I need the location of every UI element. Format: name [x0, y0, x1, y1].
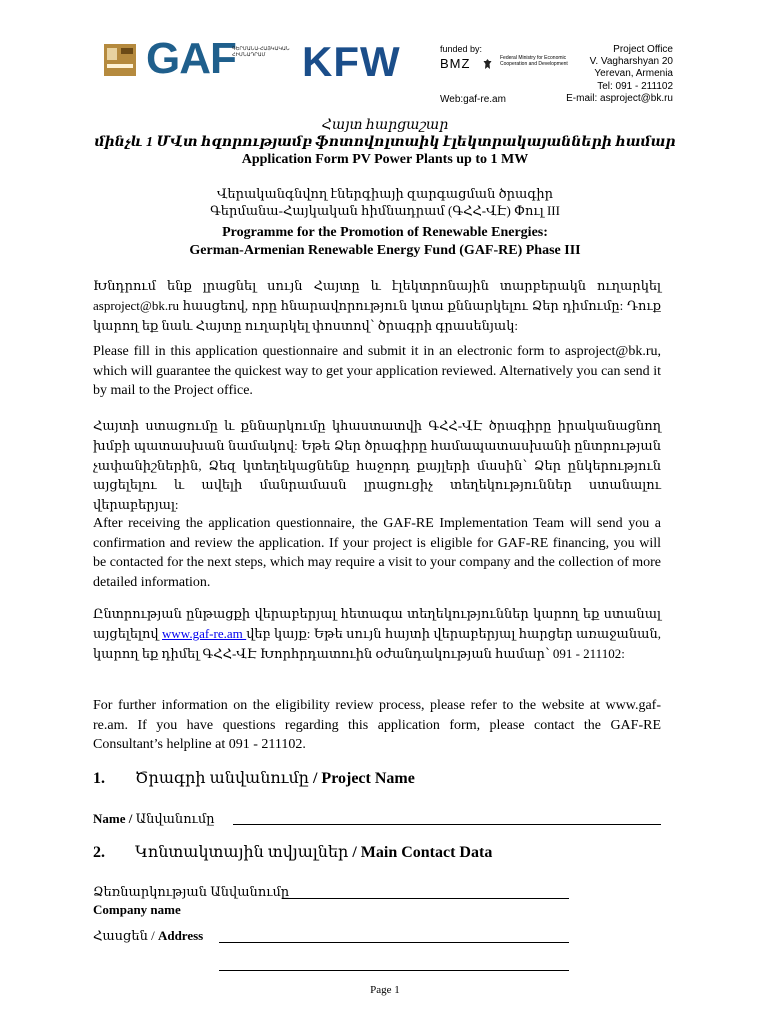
programme-arm-line1: Վերականգնվող էներգիայի զարգացման ծրագիր	[216, 186, 553, 201]
company-name-arm-label: Ձեռնարկության Անվանումը	[93, 884, 290, 899]
bmz-subtext: Federal Ministry for Economic Cooperation and Development	[500, 55, 568, 67]
address-field-line-2[interactable]	[219, 970, 569, 971]
kfw-logo: KFW	[302, 38, 401, 85]
address-field-line-1[interactable]	[219, 942, 569, 943]
info-paragraph-en: For further information on the eligibility review process, please refer to the website at www.gaf-re.am. If you have questions regarding this application form, please contact the GAF-RE Consultant’s helpline at 091 - 211102.	[93, 698, 661, 752]
website-link[interactable]: www.gaf-re.am	[162, 625, 247, 641]
gaf-logo: GAF	[146, 34, 236, 83]
programme-en-line1: Programme for the Promotion of Renewable Energies:	[222, 225, 548, 240]
title-arm-line2: մինչև 1 ՄՎտ հզորությամբ ֆոտովոլտաիկ էլեկտրակայանների համար	[94, 135, 676, 150]
contact-email[interactable]: E-mail: asproject@bk.ru	[566, 92, 673, 104]
gaf-logo-subtext: ԳԵՐՄԱՆԱ-ՀԱՅԿԱԿԱՆ ՀԻՄՆԱԴՐԱՄ	[232, 46, 290, 58]
review-paragraph-arm: Հայտի ստացումը և քննարկումը կհաստատվի ԳՀՀ-ՎԷ ծրագիրը իրականացնող խմբի պատասխան նամակով: Եթե Ձեր ծրագիրը համապատասխանի ընտրության չափանիշներին, Ձեզ կտեղեկացնենք հաջորդ քայլերի մասին՝ Ձեր ընկերություն այցելելու և ավելի մանրամասն լրացուցիչ տեղեկություններ ստանալու վերաբերյալ:	[93, 418, 661, 513]
name-field-label: Name / Անվանումը	[93, 811, 215, 826]
title-en: Application Form PV Power Plants up to 1 MW	[241, 152, 529, 167]
funded-by-label: funded by:	[440, 44, 483, 54]
intro-paragraph-en: Please fill in this application questionnaire and submit it in an electronic form to asproject@bk.ru, which will guarantee the quickest way to get your application reviewed. Alternatively you can send it by mail to the Project office.	[93, 344, 661, 398]
review-paragraph-en: After receiving the application questionnaire, the GAF-RE Implementation Team will send you a confirmation and review the application. If your project is eligible for GAF-RE financing, you will be contacted for the next steps, which may require a visit to your company and the collection of more detailed information.	[93, 516, 661, 590]
section-contact-data-heading: 2. Կոնտակտային տվյալներ / Main Contact Data	[93, 844, 493, 861]
name-field-line[interactable]	[233, 824, 661, 825]
programme-arm-line2: Գերմանա-Հայկական հիմնադրամ (ԳՀՀ-ՎԷ) Փուլ III	[210, 203, 560, 218]
address-field-label: Հասցեն / Address	[93, 928, 204, 943]
section-project-name-heading: 1. Ծրագրի անվանումը / Project Name	[93, 770, 415, 787]
eagle-icon	[483, 58, 492, 70]
company-name-en-label: Company name	[93, 902, 181, 917]
title-arm-line1: Հայտ հարցաշար	[321, 118, 449, 133]
bmz-logo: BMZ	[440, 56, 471, 71]
gaf-emblem-logo	[104, 44, 136, 76]
project-office-address: Project Office V. Vagharshyan 20 Yerevan, Armenia Tel: 091 - 211102 E-mail: asproject@bk.ru	[566, 44, 673, 104]
web-address[interactable]: Web:gaf-re.am	[440, 94, 506, 105]
programme-en-line2: German-Armenian Renewable Energy Fund (GAF-RE) Phase III	[189, 243, 581, 258]
page-number: Page 1	[370, 984, 400, 996]
info-paragraph-arm: Ընտրության ընթացքի վերաբերյալ հետագա տեղեկություններ կարող եք ստանալ այցելելով www.gaf-re.am վեբ կայք: Եթե սույն հայտի վերաբերյալ հարցեր առաջանան, կարող եք դիմել ԳՀՀ-ՎԷ Խորհրդատուին օժանդակության համար՝ 091 - 211102:	[93, 606, 662, 661]
company-name-field-line[interactable]	[282, 898, 569, 899]
intro-paragraph-arm: Խնդրում ենք լրացնել սույն Հայտը և էլեկտրոնային տարբերակն ուղարկել asproject@bk.ru հասցեով, որը հնարավորություն կտա քննարկելու Ձեր դիմումը: Դուք կարող եք նաև Հայտը ուղարկել փոստով՝ ծրագրի գրասենյակ:	[93, 278, 661, 333]
